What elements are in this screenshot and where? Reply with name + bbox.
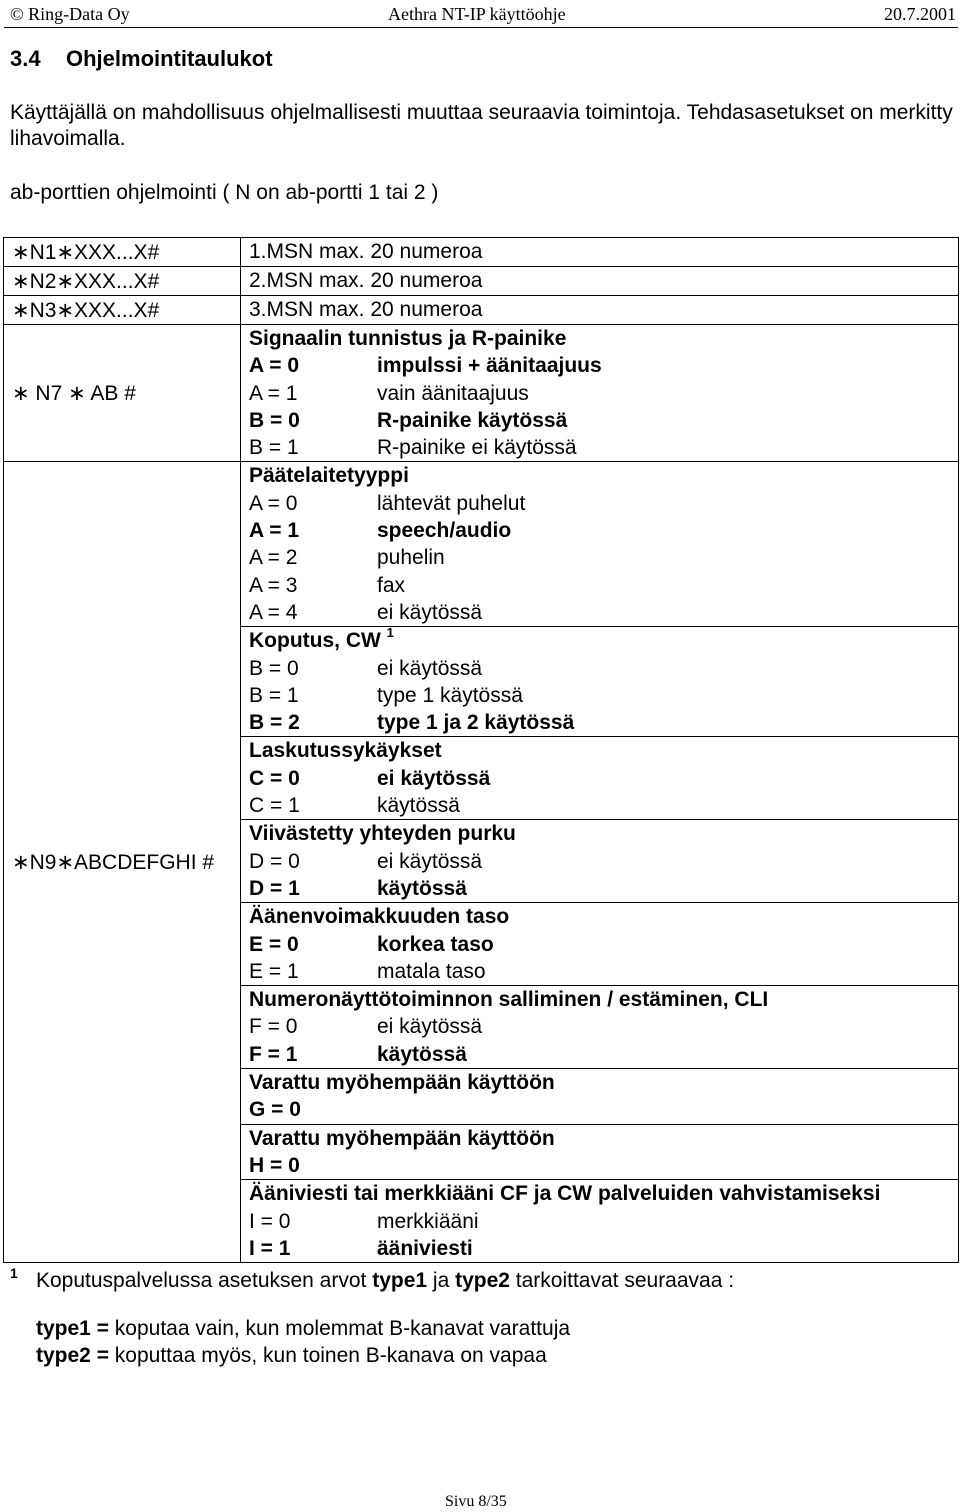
option-value: käytössä <box>377 794 460 818</box>
option-line <box>249 1208 958 1235</box>
option-value: ääniviesti <box>377 1236 473 1260</box>
header-rule <box>4 27 958 28</box>
option-value: impulssi + äänitaajuus <box>377 354 602 378</box>
option-value: vain äänitaajuus <box>377 381 529 405</box>
option-group-title <box>249 462 958 489</box>
option-key: B = 0 <box>249 656 299 680</box>
option-key: G = 0 <box>249 1098 301 1122</box>
type-term: type1 = <box>36 1317 109 1340</box>
footnote <box>10 1260 734 1294</box>
option-line <box>249 572 958 599</box>
option-group-title-text: Varattu myöhempään käyttöön <box>249 1126 555 1150</box>
option-key: A = 1 <box>249 381 298 405</box>
option-line <box>249 517 958 544</box>
option-group-title-text: Äänenvoimakkuuden taso <box>249 905 510 929</box>
option-group-title <box>249 627 958 654</box>
option-line <box>249 655 958 682</box>
option-group-title-text: Varattu myöhempään käyttöön <box>249 1071 555 1095</box>
option-line <box>249 380 958 407</box>
option-value: ei käytössä <box>377 656 483 680</box>
page-header <box>0 0 960 30</box>
option-group-title-text: Numeronäyttötoiminnon salliminen / estäminen, CLI <box>249 988 769 1012</box>
option-line <box>249 1096 958 1123</box>
command-code: ∗N1∗XXX...X# <box>4 238 241 267</box>
table-row <box>4 267 959 296</box>
option-group-title-text: Koputus, CW <box>249 629 381 653</box>
option-group-title <box>249 903 958 930</box>
option-group <box>241 1124 958 1180</box>
option-line <box>249 875 958 902</box>
option-key: B = 1 <box>249 683 299 707</box>
option-value: matala taso <box>377 959 486 983</box>
option-value: ei käytössä <box>377 1015 483 1039</box>
n7-options <box>241 325 959 462</box>
option-line <box>249 434 958 461</box>
option-value: puhelin <box>377 546 445 570</box>
command-description: 1.MSN max. 20 numeroa <box>241 238 959 267</box>
command-code: ∗N9∗ABCDEFGHI # <box>4 462 241 1263</box>
option-group-title-text: Ääniviesti tai merkkiääni CF ja CW palveluiden vahvistamiseksi <box>249 1182 881 1206</box>
option-value: ei käytössä <box>377 766 491 790</box>
table-row <box>4 296 959 325</box>
option-group-title: Signaalin tunnistus ja R-painike <box>249 327 567 350</box>
option-line <box>249 544 958 571</box>
header-date: 20.7.2001 <box>884 4 956 24</box>
option-line <box>249 931 958 958</box>
option-value: käytössä <box>377 1042 467 1066</box>
option-group-title <box>249 986 958 1013</box>
footnote-term: type2 <box>455 1269 510 1292</box>
footnote-text: ja <box>427 1269 456 1292</box>
footnote-marker: 1 <box>10 1265 18 1281</box>
option-line <box>249 1041 958 1068</box>
page-number: Sivu 8/35 <box>445 1493 507 1510</box>
option-key: B = 0 <box>249 408 300 432</box>
option-line <box>249 490 958 517</box>
option-group <box>241 736 958 819</box>
intro-paragraph: Käyttäjällä on mahdollisuus ohjelmallisesti muuttaa seuraavia toimintoja. Tehdasasetukset on merkitty lihavoimalla. <box>10 101 953 150</box>
footnote-text: Koputuspalvelussa asetuksen arvot <box>36 1269 373 1292</box>
option-key: D = 1 <box>249 876 300 900</box>
option-key: I = 0 <box>249 1209 291 1233</box>
option-line <box>249 407 958 434</box>
option-key: A = 3 <box>249 573 298 597</box>
option-line <box>249 848 958 875</box>
option-value: ei käytössä <box>377 849 483 873</box>
option-group-title-text: Päätelaitetyyppi <box>249 464 409 488</box>
command-code: ∗N2∗XXX...X# <box>4 267 241 296</box>
section-heading <box>10 45 273 73</box>
option-key: E = 1 <box>249 959 299 983</box>
option-group-title <box>249 1069 958 1096</box>
option-group <box>241 462 958 626</box>
option-line <box>249 792 958 819</box>
option-key: H = 0 <box>249 1153 300 1177</box>
option-key: E = 0 <box>249 932 299 956</box>
option-line <box>249 682 958 709</box>
option-value: lähtevät puhelut <box>377 491 526 515</box>
option-group <box>241 1179 958 1262</box>
table-row-n9 <box>4 462 959 1263</box>
type-definition <box>36 1316 570 1342</box>
option-value: type 1 käytössä <box>377 683 523 707</box>
option-group <box>241 985 958 1068</box>
section-number: 3.4 <box>10 46 41 71</box>
option-line <box>249 352 958 379</box>
footnote-term: type1 <box>372 1269 428 1292</box>
n9-options <box>241 462 959 1263</box>
option-group <box>241 626 958 736</box>
section-title: Ohjelmointitaulukot <box>66 46 273 71</box>
option-lines <box>249 352 958 461</box>
option-key: D = 0 <box>249 849 300 873</box>
option-key: B = 1 <box>249 436 299 460</box>
option-value: korkea taso <box>377 932 494 956</box>
type-term: type2 = <box>36 1344 109 1367</box>
table-row <box>4 238 959 267</box>
option-key: B = 2 <box>249 711 300 735</box>
option-group-title <box>249 1125 958 1152</box>
option-key: A = 2 <box>249 546 298 570</box>
option-value: käytössä <box>377 876 467 900</box>
option-group <box>241 902 958 985</box>
footnote-reference: 1 <box>386 625 394 641</box>
option-value: ei käytössä <box>377 600 483 624</box>
option-line <box>249 1235 958 1262</box>
option-key: A = 4 <box>249 600 298 624</box>
option-key: A = 1 <box>249 519 299 543</box>
option-key: F = 0 <box>249 1015 298 1039</box>
footnote-text: tarkoittavat seuraavaa : <box>509 1269 735 1292</box>
option-value: merkkiääni <box>377 1209 479 1233</box>
option-line <box>249 765 958 792</box>
command-description: 3.MSN max. 20 numeroa <box>241 296 959 325</box>
option-key: A = 0 <box>249 491 298 515</box>
option-group-title-text: Viivästetty yhteyden purku <box>249 822 516 846</box>
option-line <box>249 1013 958 1040</box>
option-line <box>249 958 958 985</box>
option-value: speech/audio <box>377 519 512 543</box>
table-row-n7 <box>4 325 959 462</box>
option-group <box>241 1068 958 1124</box>
type-text: koputaa vain, kun molemmat B-kanavat varattuja <box>108 1317 571 1340</box>
header-document-title: Aethra NT-IP käyttöohje <box>388 4 566 24</box>
option-key: I = 1 <box>249 1236 291 1260</box>
type-text: koputtaa myös, kun toinen B-kanava on vapaa <box>108 1344 547 1367</box>
command-code: ∗N3∗XXX...X# <box>4 296 241 325</box>
option-group-title <box>249 820 958 847</box>
option-group-title <box>249 737 958 764</box>
header-company: © Ring-Data Oy <box>10 4 130 24</box>
option-value: R-painike ei käytössä <box>377 436 577 460</box>
option-key: C = 0 <box>249 766 300 790</box>
option-group-title-text: Laskutussykäykset <box>249 739 442 763</box>
programming-table <box>3 237 959 1263</box>
option-value: fax <box>377 573 406 597</box>
option-group <box>241 819 958 902</box>
option-value: R-painike käytössä <box>377 408 568 432</box>
option-line <box>249 709 958 736</box>
option-line <box>249 599 958 626</box>
option-key: C = 1 <box>249 794 300 818</box>
option-key: F = 1 <box>249 1042 298 1066</box>
command-description: 2.MSN max. 20 numeroa <box>241 267 959 296</box>
option-value: type 1 ja 2 käytössä <box>377 711 575 735</box>
ab-port-subheading: ab-porttien ohjelmointi ( N on ab-portti 1 tai 2 ) <box>10 181 439 204</box>
type-definition <box>36 1343 547 1369</box>
option-key: A = 0 <box>249 354 299 378</box>
option-line <box>249 1152 958 1179</box>
option-group-title <box>249 1180 958 1207</box>
command-code: ∗ N7 ∗ AB # <box>4 325 241 462</box>
